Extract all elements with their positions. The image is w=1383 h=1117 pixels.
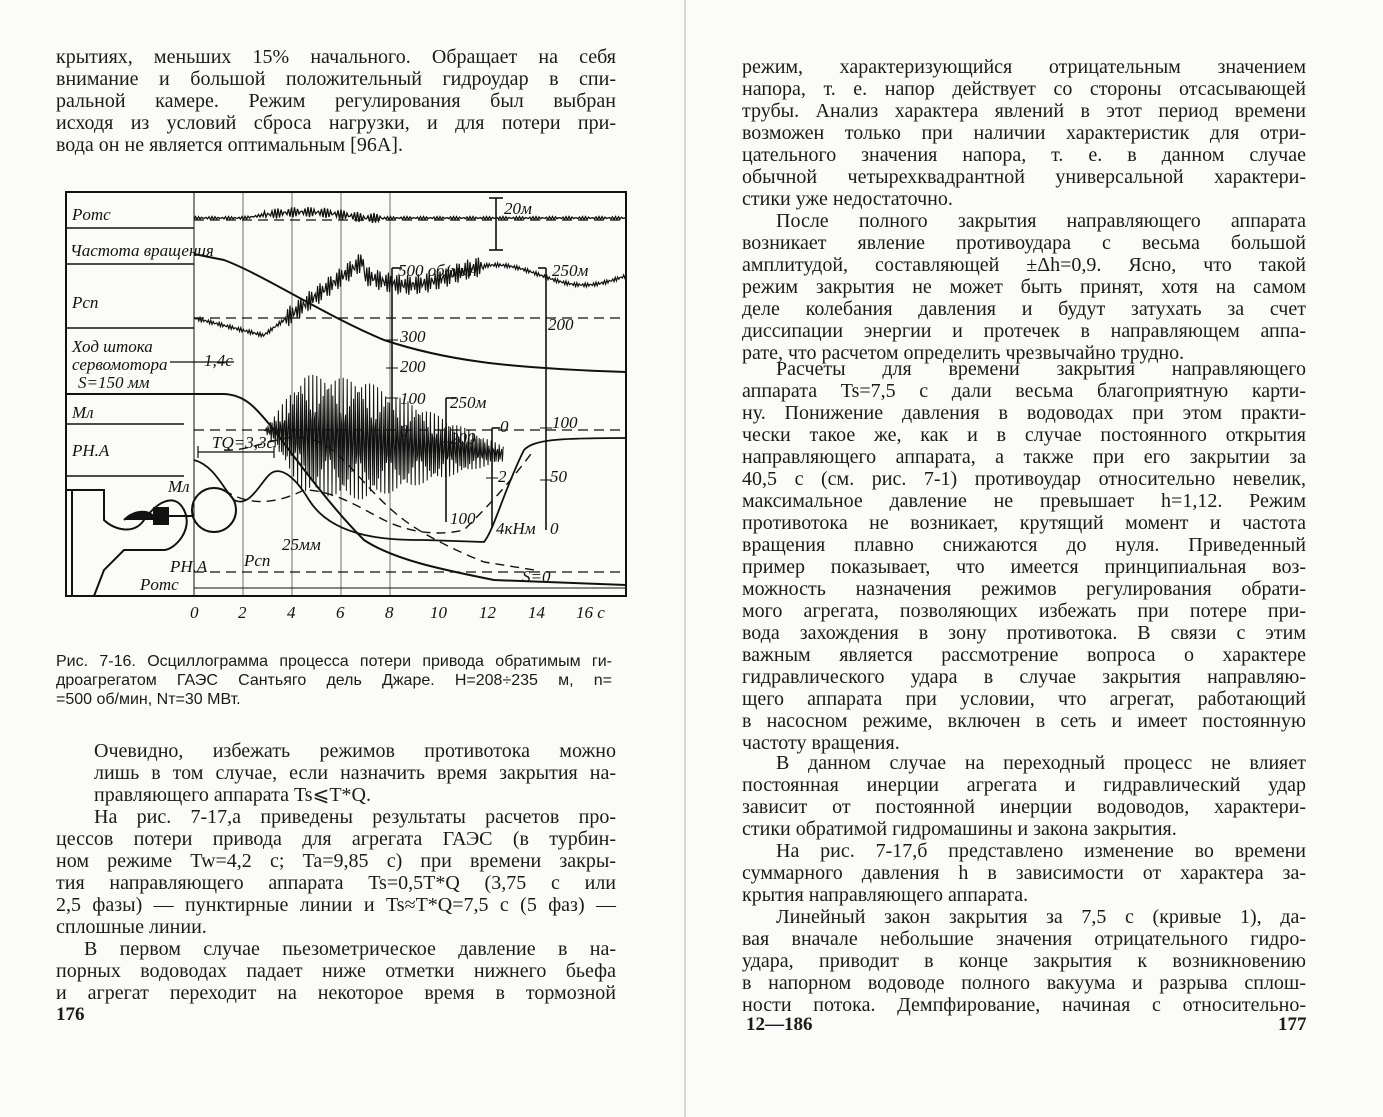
left-page (0, 0, 690, 1117)
right-paragraph-1: режим, характеризующийся отрицательным значением напора, т. е. напор действует со стороны отсасывающей трубы. Анализ характера явлений в этот период времени возможен только при наличии характеристик для отри- цательного значения напора, т. е. в данном случае обычной четырехквадрантной универсальной характери- стики уже недостаточно. (742, 56, 1306, 210)
left-paragraph-2: Очевидно, избежать режимов противотока можно лишь в том случае, если назначить время закрытия на- правляющего аппарата Ts⩽T*Q. (94, 740, 616, 806)
label-servo-stroke-2: сервомотора (72, 355, 168, 374)
annotation-m-l: Mл (168, 477, 190, 496)
scale-200c: 200 (450, 429, 476, 448)
scale-250m-mid: 250м (450, 393, 487, 412)
scale-300: 300 (400, 327, 426, 346)
scale-2: 2 (498, 467, 507, 486)
x-tick: 2 (238, 603, 247, 620)
left-paragraph-3: На рис. 7-17,а приведены результаты расчетов про- цессов потери привода для агрегата ГАЭС (в турбин- ном режиме Tw=4,2 с; Ta=9,85 с) при времени закры- тия направляющего аппарата Ts=0,5T*Q (3,75 с или 2,5 фазы) — пунктирные линии и Ts≈T*Q=7,5 с (5 фаз) — сплошные линии. (56, 806, 616, 938)
oscillogram-figure (64, 190, 628, 620)
right-paragraph-4: В данном случае на переходный процесс не влияет постоянная инерции агрегата и гидравлический удар зависит от постоянной инерции водоводов, характери- стики обратимой гидромашины и закона закрытия. (742, 752, 1306, 840)
label-p-ots: Pотс (72, 205, 111, 224)
scale-50: 50 (550, 467, 567, 486)
x-tick: 6 (336, 603, 345, 620)
annotation-1-4s: 1,4с (204, 351, 233, 370)
scale-100b: 100 (552, 413, 578, 432)
annotation-p-sp: Pсп (244, 551, 271, 570)
figure-caption: Рис. 7-16. Осциллограмма процесса потери привода обратимым ги- дроагрегатом ГАЭС Сантьяго дель Джаре. H=208÷235 м, n= =500 об/мин, Nт=30 МВт. (56, 653, 612, 708)
scale-200a: 200 (400, 357, 426, 376)
printer-signature: 12—186 (746, 1014, 813, 1035)
x-tick: 12 (479, 603, 496, 620)
x-tick: 0 (190, 603, 199, 620)
scale-4knm: 4кНм (496, 519, 536, 538)
scale-0c: 0 (550, 519, 559, 538)
scale-20m: 20м (504, 199, 532, 218)
x-tick: 16 с (576, 603, 605, 620)
label-servo-stroke-1: Ход штока (72, 337, 153, 356)
annotation-p-ots: Pотс (140, 575, 179, 594)
scale-25mm: 25мм (282, 535, 321, 554)
annotation-tq: TQ=3,3с (212, 433, 274, 452)
scale-100a: 100 (400, 389, 426, 408)
scale-0b: 0 (500, 417, 509, 436)
x-tick: 4 (287, 603, 296, 620)
right-paragraph-2: После полного закрытия направляющего аппарата возникает явление противоудара с весьма большой амплитудой, составляющей ±Δh=0,9. Ясно, что такой режим закрытия не может быть принят, хотя на самом деле колебания давления и будут затухать за счет диссипации энергии и протечек в направляющем аппа- рате, что расчетом определить чрезвычайно трудно. (742, 210, 1306, 364)
x-axis-ticks (190, 603, 605, 620)
page-number-left: 176 (56, 1004, 85, 1025)
left-paragraph-4: В первом случае пьезометрическое давление в на- порных водоводах падает ниже отметки нижнего бьефа и агрегат переходит на некоторое время в тормозной (56, 938, 616, 1004)
scale-200b: 200 (548, 315, 574, 334)
annotation-s0: S=0 (522, 567, 551, 586)
scale-500rpm: 500 об/мин (398, 261, 478, 280)
label-m-l: Mл (72, 403, 94, 422)
annotation-p-na: PН.А (170, 557, 208, 576)
label-rotation-frequency: Частота вращения (70, 241, 214, 260)
x-tick: 14 (528, 603, 545, 620)
scale-100c: 100 (450, 509, 476, 528)
scale-0a: 0 (400, 421, 409, 440)
x-tick: 8 (385, 603, 394, 620)
right-paragraph-5: На рис. 7-17,б представлено изменение во времени суммарного давления h в зависимости от характера за- крытия направляющего аппарата. (742, 840, 1306, 906)
label-servo-stroke-3: S=150 мм (78, 373, 150, 392)
right-paragraph-3: Расчеты для времени закрытия направляющего аппарата Ts=7,5 с дали весьма благоприятную карти- ну. Понижение давления в водоводах при этом практи- чески такое же, как и в случае постоянного открытия направляющего аппарата, а также при его закрытии за 40,5 с (см. рис. 7-1) противоудар относительно невелик, максимальное давление не превышает h=1,12. Режим противотока не возникает, крутящий момент и частота вращения плавно снижаются до нуля. Приведенный пример показывает, что имеется принципиальная воз- можность назначения режимов регулирования обрати- мого агрегата, позволяющих избежать при потере при- вода захождения в зону противотока. В связи с этим важным является рассмотрение вопроса о характере гидравлического удара в случае закрытия направляю- щего аппарата при условии, что агрегат, работающий в насосном режиме, включен в сеть и имеет постоянную частоту вращения. (742, 358, 1306, 754)
page-number-right: 177 (1278, 1014, 1307, 1035)
x-tick: 10 (430, 603, 447, 620)
left-top-paragraph: крытиях, меньших 15% начального. Обращает на себя внимание и большой положительный гидроудар в спи- ральной камере. Режим регулирования был выбран исходя из условий сброса нагрузки, и для потери при- вода он не является оптимальным [96А]. (56, 46, 616, 156)
right-page (690, 0, 1383, 1117)
trace-p-na (194, 438, 626, 542)
label-p-na: PН.А (72, 441, 110, 460)
right-paragraph-6: Линейный закон закрытия за 7,5 с (кривые 1), да- вая вначале небольшие значения отрицательного гидро- удара, приводит в конце закрытия к возникновению в напорном водоводе полного вакуума и разрыва сплош- ности потока. Демпфирование, начиная с относительно- (742, 906, 1306, 1016)
label-p-sp: Pсп (72, 293, 99, 312)
scale-250m-top: 250м (552, 261, 589, 280)
